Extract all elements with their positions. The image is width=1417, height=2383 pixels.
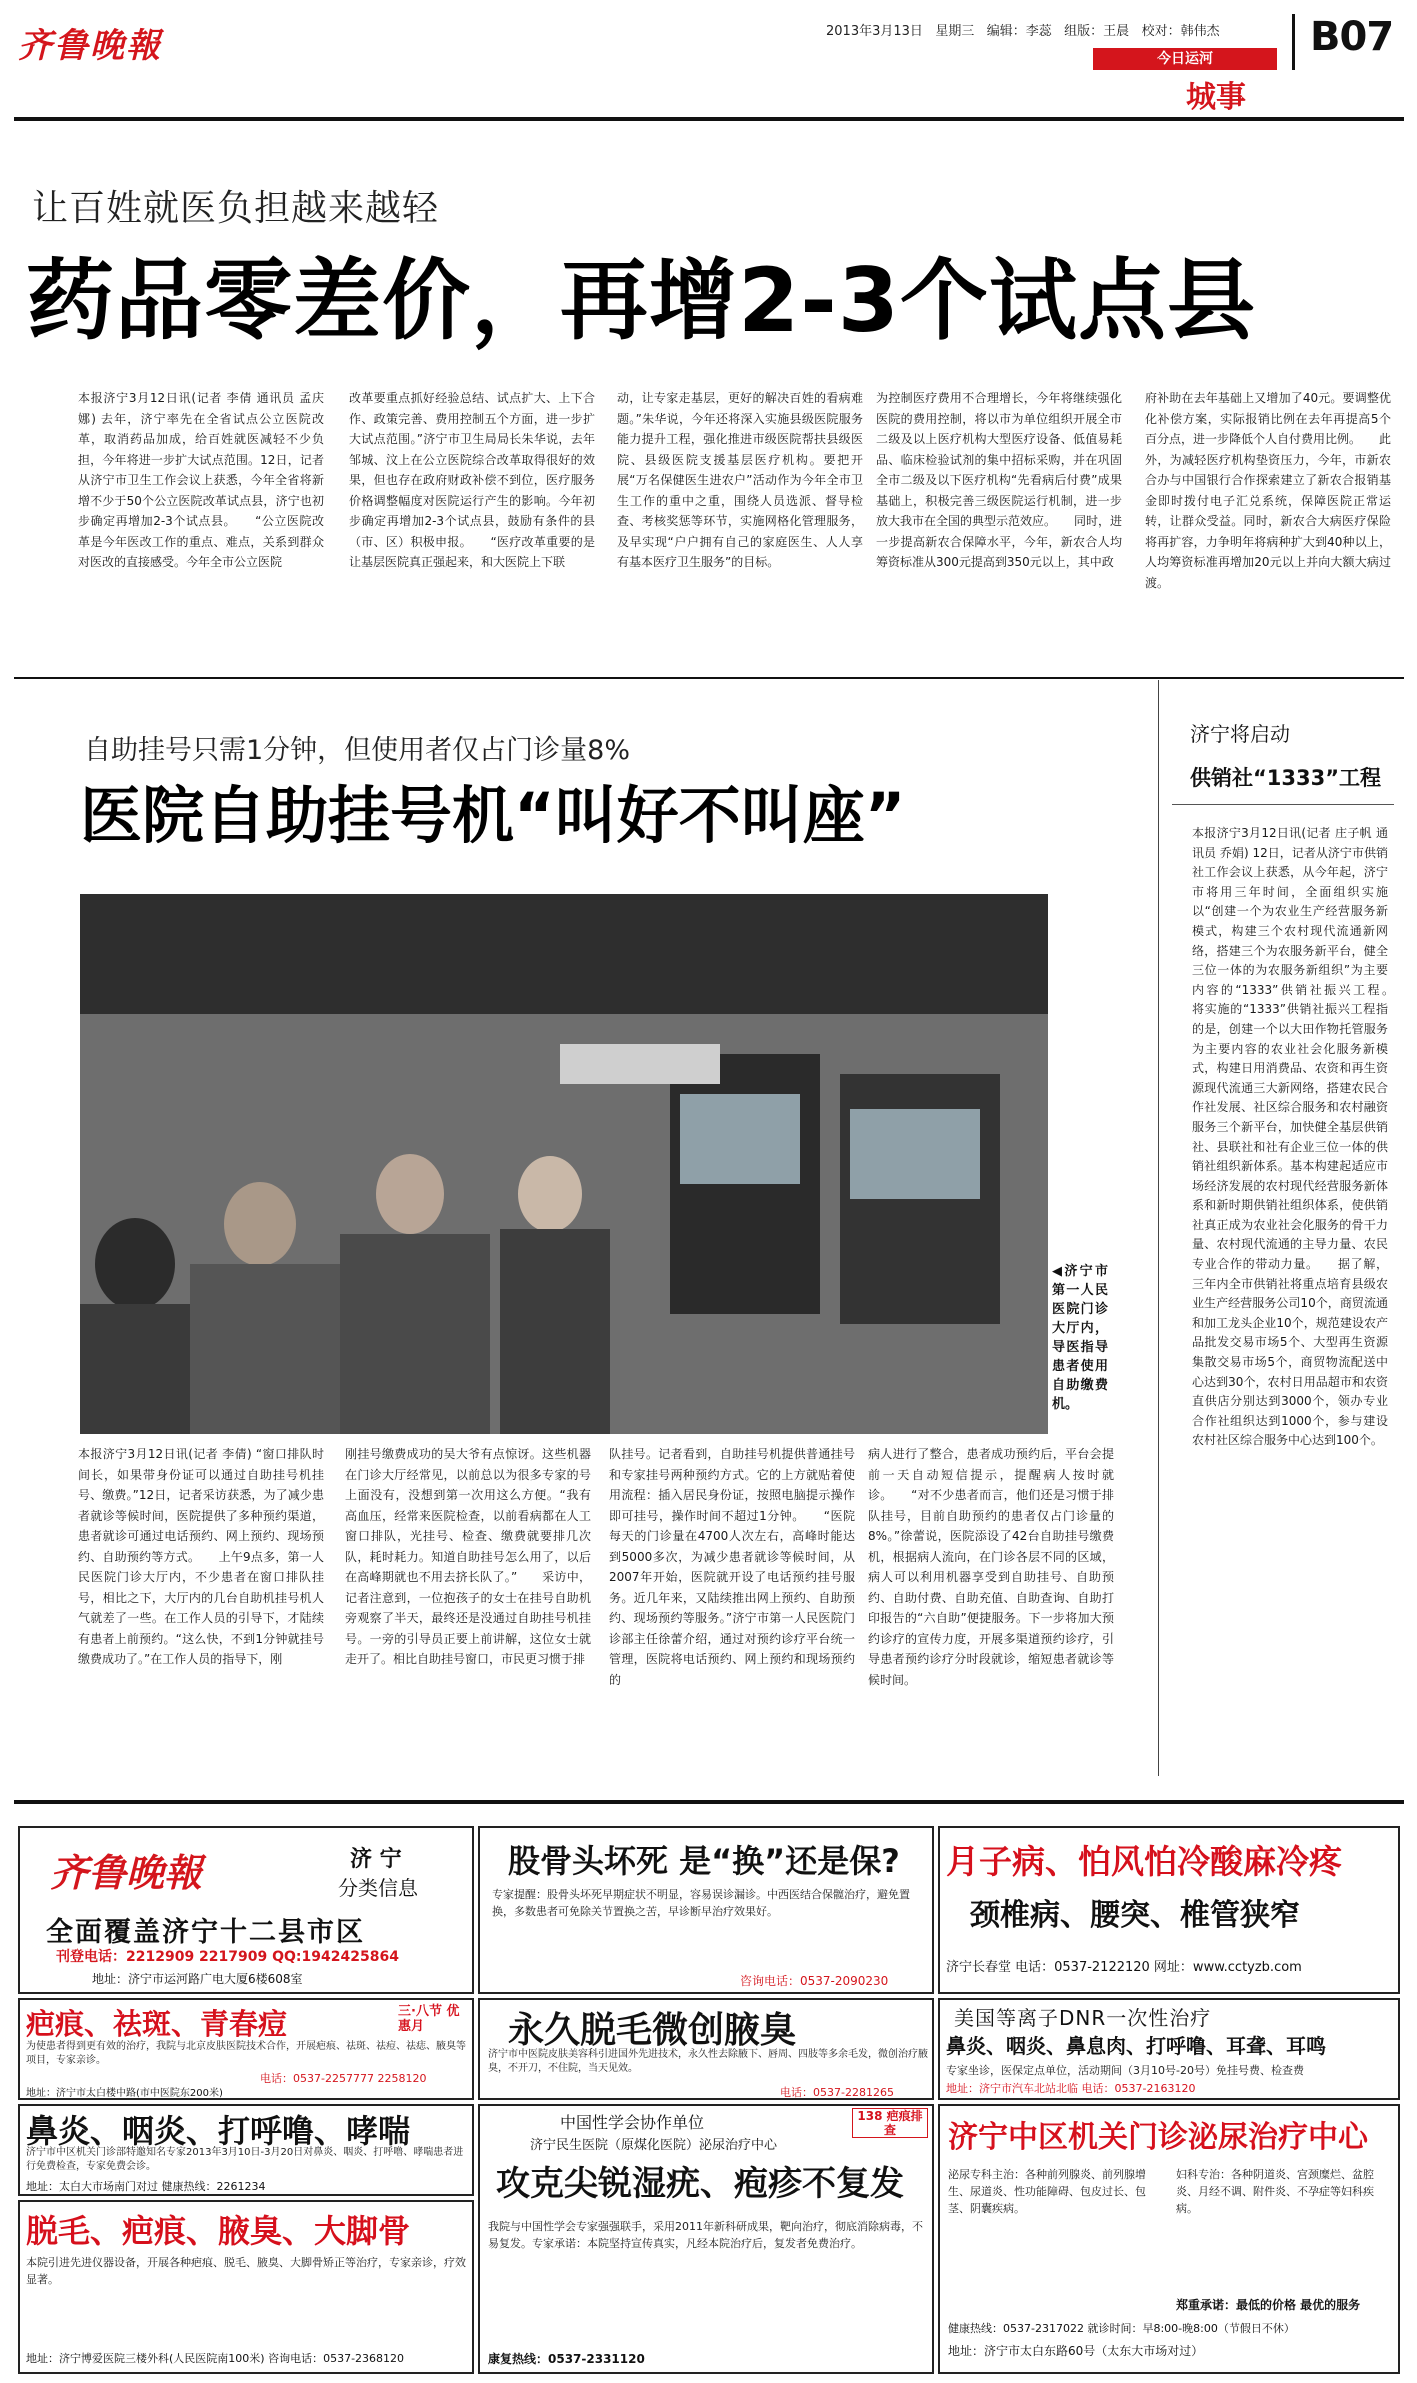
ad-scar-badge: 三·八节 优惠月	[398, 2004, 460, 2034]
ad-wart-title: 攻克尖锐湿疣、疱疹不复发	[496, 2164, 904, 2204]
ad-hair-tel: 电话：0537-2281265	[780, 2086, 894, 2099]
ad-classified-slogan: 全面覆盖济宁十二县市区	[46, 1917, 365, 1948]
page-number: B07	[1310, 14, 1394, 60]
proof-credit: 校对：韩伟杰	[1141, 24, 1220, 39]
section-name: 城事	[1186, 80, 1246, 115]
ad-urology-center[interactable]	[938, 2104, 1400, 2374]
ad-scar-title: 疤痕、祛斑、青春痘	[26, 2007, 288, 2041]
story1-kicker: 让百姓就医负担越来越轻	[32, 188, 440, 229]
ad-postpartum-title: 月子病、怕风怕冷酸麻冷疼	[946, 1842, 1342, 1881]
ads-top-rule	[14, 1800, 1404, 1804]
ad-hair-title: 永久脱毛微创腋臭	[508, 2010, 797, 2051]
sidebar-headline: 供销社“1333”工程	[1190, 766, 1382, 790]
ad-dnr-tel: 地址：济宁市汽车北站北临 电话：0537-2163120	[946, 2082, 1196, 2095]
ad-plasma-dnr[interactable]	[938, 1998, 1400, 2100]
ad-postpartum-tel: 济宁长春堂 电话：0537-2122120 网址：www.cctyzb.com	[946, 1960, 1302, 1975]
ad-dnr-body: 专家坐诊，医保定点单位，活动期间（3月10号-20号）免挂号费、检查费	[946, 2064, 1304, 2077]
ad-classified-tel: 刊登电话：2212909 2217909 QQ:1942425864	[56, 1949, 399, 1965]
issue-info	[826, 20, 1220, 39]
ad-wart-badge: 138 疤痕排查	[852, 2108, 928, 2138]
story2-column-4: 病人进行了整合，患者成功预约后，平台会提前一天自动短信提示，提醒病人按时就诊。 “对不少患者而言，他们还是习惯于排队挂号，目前自助预约的患者仅占门诊量的8%。”徐蕾说，医院添设了42台自助挂号缴费机，根据病人流向，在门诊各层不同的区域，病人可以利用机器享受到自助挂号、自助预约、自助付费、自助充值、自助查询、自助打印报告的“六自助”便捷服务。下一步将加大预约诊疗的宣传力度，开展多渠道预约诊疗，引导患者预约诊疗分时段就诊，缩短患者就诊等候时间。	[868, 1447, 1114, 1687]
issue-weekday: 星期三	[935, 24, 975, 39]
ad-dnr-title1: 美国等离子DNR一次性治疗	[954, 2006, 1212, 2030]
ad-hair-body: 济宁市中医院皮肤美容科引进国外先进技术，永久性去除腋下、唇周、四肢等多余毛发，微创治疗腋臭，不开刀，不住院，当天见效。	[488, 2049, 928, 2074]
ad-wart-body: 我院与中国性学会专家强强联手，采用2011年新科研成果，靶向治疗，彻底消除病毒，不易复发。专家承诺：本院坚持宣传真实，凡经本院治疗后，复发者免费治疗。	[488, 2220, 923, 2250]
story1-bottom-rule	[14, 677, 1404, 679]
newspaper-logo: 齐鲁晚報	[18, 26, 162, 66]
issue-date: 2013年3月13日	[826, 24, 923, 39]
sidebar-header	[1172, 710, 1394, 800]
sidebar-label: 济宁将启动	[1190, 722, 1290, 746]
news-photo	[80, 894, 1048, 1434]
ad-wart-top: 中国性学会协作单位	[560, 2113, 705, 2132]
masthead-rule	[14, 117, 1404, 121]
story1-column-2: 改革要重点抓好经验总结、试点扩大、上下合作、政策完善、费用控制五个方面，进一步扩大试点范围。”济宁市卫生局局长朱华说，去年邹城、汶上在公立医院综合改革取得很好的效果，但也存在政府财政补偿不到位，医疗服务价格调整幅度对医院运行产生的影响。今年初步确定再增加2-3个试点县，鼓励有条件的县（市、区）积极申报。 “医疗改革重要的是让基层医院真正强起来，和大医院上下联	[349, 391, 595, 569]
story1-column-5: 府补助在去年基础上又增加了40元。要调整优化补偿方案，实际报销比例在去年再提高5个百分点，进一步降低个人自付费用比例。 此外，为减轻医疗机构垫资压力，今年，市新农合办与中国银行合作探索建立了新农合报销基金即时拨付电子汇兑系统，保障医院正常运转，让群众受益。同时，新农合大病医疗保险将再扩容，力争明年将病种扩大到40种以上，人均筹资标准再增加20元以上并向大额大病过渡。	[1145, 391, 1392, 590]
ad-femoral-tel: 咨询电话：0537-2090230	[740, 1974, 889, 1988]
ad-femoral-head[interactable]	[478, 1826, 934, 1994]
editor-credit: 编辑：李蕊	[986, 24, 1052, 39]
ad-scar-acne[interactable]	[18, 1998, 474, 2100]
ad-postpartum-sub: 颈椎病、腰突、椎管狭窄	[970, 1898, 1300, 1933]
ad-wart-org: 济宁民生医院（原煤化医院）泌尿治疗中心	[530, 2138, 778, 2153]
ad-bunion-title: 脱毛、疤痕、腋臭、大脚骨	[26, 2212, 411, 2250]
ad-urology-address: 地址：济宁市太白东路60号（太东大市场对过）	[948, 2344, 1204, 2358]
section-divider	[1292, 14, 1295, 70]
story2-column-2: 刚挂号缴费成功的吴大爷有点惊讶。这些机器在门诊大厅经常见，以前总以为很多专家的号上面没有，没想到第一次用这么方便。“我有高血压，经常来医院检查，以前看病都在人工窗口排队，光挂号、检查、缴费就要排几次队，耗时耗力。知道自助挂号怎么用了，以后在高峰期就也不用去挤长队了。” 采访中，记者注意到，一位抱孩子的女士在挂号自助机旁观察了半天，最终还是没通过自助挂号机挂号。一旁的引导员正要上前讲解，这位女士就走开了。相比自助挂号窗口，市民更习惯于排	[345, 1447, 591, 1666]
photo-caption: ◀济宁市第一人民医院门诊大厅内，导医指导患者使用自助缴费机。	[1052, 1264, 1108, 1412]
ad-rhinitis[interactable]	[18, 2104, 474, 2196]
ad-femoral-title: 股骨头坏死 是“换”还是保?	[508, 1842, 900, 1880]
story2-kicker: 自助挂号只需1分钟，但使用者仅占门诊量8%	[84, 735, 631, 766]
ad-rhinitis-title: 鼻炎、咽炎、打呼噜、哮喘	[26, 2112, 411, 2150]
ad-classified-address: 地址：济宁市运河路广电大厦6楼608室	[92, 1972, 303, 1986]
ad-urology-tel: 健康热线：0537-2317022 就诊时间：早8:00-晚8:00（节假日不休）	[948, 2322, 1295, 2335]
ad-scar-body: 为使患者得到更有效的治疗，我院与北京皮肤医院技术合作，开展疤痕、祛斑、祛痘、祛痣、腋臭等项目，专家亲诊。	[26, 2041, 466, 2066]
ad-classified[interactable]	[18, 1826, 474, 1994]
sidebar-body: 本报济宁3月12日讯(记者 庄子帆 通讯员 乔娟) 12日，记者从济宁市供销社工作会议上获悉，从今年起，济宁市将用三年时间，全面组织实施以“创建一个为农业生产经营服务新模式，构建三个农村现代流通新网络，搭建三个为农服务新平台，健全三位一体的为农服务新组织”为主要内容的“1333”供销社振兴工程。 将实施的“1333”供销社振兴工程指的是，创建一个以大田作物托管服务为主要内容的农业社会化服务新模式，构建日用消费品、农资和再生资源现代流通三大新网络，搭建农民合作社发展、社区综合服务和农村融资服务三个新平台，加快健全基层供销社、县联社和社有企业三位一体的供销社组织新体系。基本构建起适应市场经济发展的农村现代经营服务新体系和新时期供销社组织体系，使供销社真正成为农业社会化服务的骨干力量、农村现代流通的主导力量、农民专业合作的带动力量。 据了解，三年内全市供销社将重点培育县级农业生产经营服务公司10个，商贸流通和加工龙头企业10个，规范建设农产品批发交易市场5个、大型再生资源集散交易市场5个，商贸物流配送中心达到30个，农村日用品超市和农资直供店分别达到3000个，领办专业合作社组织达到1000个，参与建设农村社区综合服务中心达到100个。	[1192, 826, 1413, 1448]
section-tag: 今日运河	[1093, 48, 1277, 70]
ad-scar-address: 地址：济宁市太白楼中路(市中医院东200米)	[26, 2088, 223, 2099]
ad-bunion[interactable]	[18, 2200, 474, 2374]
ad-urology-right: 妇科专治：各种阴道炎、宫颈糜烂、盆腔炎、月经不调、附件炎、不孕症等妇科疾病。	[1176, 2168, 1374, 2215]
masthead	[0, 0, 1417, 115]
ad-wart-herpes[interactable]	[478, 2104, 934, 2374]
ad-rhinitis-body: 济宁市中区机关门诊部特邀知名专家2013年3月10日-3月20日对鼻炎、咽炎、打呼噜、哮喘患者进行免费检查，专家免费会诊。	[26, 2147, 464, 2172]
story2-headline: 医院自助挂号机“叫好不叫座”	[80, 779, 906, 852]
photo-scene	[80, 894, 1048, 1434]
ad-dnr-title2: 鼻炎、咽炎、鼻息肉、打呼噜、耳聋、耳鸣	[946, 2034, 1326, 2058]
ad-classified-city: 济 宁	[350, 1847, 402, 1872]
ad-urology-promise: 郑重承诺：最低的价格 最优的服务	[1176, 2298, 1361, 2312]
layout-credit: 组版：王晨	[1064, 24, 1130, 39]
ad-rhinitis-tel: 地址：太白大市场南门对过 健康热线：2261234	[26, 2180, 266, 2193]
story1-column-1: 本报济宁3月12日讯(记者 李倩 通讯员 孟庆娜) 去年，济宁率先在全省试点公立医院改革，取消药品加成，给百姓就医减轻不少负担，今年将进一步扩大试点范围。12日，记者从济宁市卫生工作会议上获悉，今年全省将新增不少于50个公立医院改革试点县，济宁也初步确定再增加2-3个试点县。 “公立医院改革是今年医改工作的重点、难点，关系到群众对医改的直接感受。今年全市公立医院	[78, 391, 324, 569]
ad-scar-tel: 电话：0537-2257777 2258120	[260, 2072, 427, 2085]
ad-classified-logo: 齐鲁晚報	[50, 1850, 203, 1895]
ad-wart-tel: 康复热线：0537-2331120	[488, 2352, 645, 2366]
ad-urology-title: 济宁中区机关门诊泌尿治疗中心	[948, 2120, 1368, 2155]
ad-bunion-tel: 地址：济宁博爱医院三楼外科(人民医院南100米) 咨询电话：0537-2368120	[26, 2352, 405, 2365]
ad-urology-left: 泌尿专科主治：各种前列腺炎、前列腺增生、尿道炎、性功能障碍、包皮过长、包茎、阴囊疾病。	[948, 2168, 1146, 2215]
story1-column-4: 为控制医疗费用不合理增长，今年将继续强化医院的费用控制，将以市为单位组织开展全市二级及以上医疗机构大型医疗设备、低值易耗品、临床检验试剂的集中招标采购，并在巩固全市二级及以下医疗机构“先看病后付费”成果基础上，积极完善三级医院运行机制，进一步放大我市在全国的典型示范效应。 同时，进一步提高新农合保障水平，今年，新农合人均筹资标准从300元提高到350元以上，其中政	[876, 391, 1123, 569]
sidebar-column-rule	[1158, 680, 1159, 1776]
story2-column-3: 队挂号。记者看到，自助挂号机提供普通挂号和专家挂号两种预约方式。它的上方就贴着使用流程：插入居民身份证，按照电脑提示操作即可挂号，操作时间不超过1分钟。 “医院每天的门诊量在4700人次左右，高峰时能达到5000多次，为减少患者就诊等候时间，从2007年开始，医院就开设了电话预约挂号服务。近几年来，又陆续推出网上预约、自助预约、现场预约等服务。”济宁市第一人民医院门诊部主任徐蕾介绍，通过对预约诊疗平台统一管理，医院将电话预约、网上预约和现场预约的	[609, 1447, 855, 1687]
story1-headline: 药品零差价，再增2-3个试点县	[26, 249, 1256, 352]
ad-femoral-body: 专家提醒：股骨头坏死早期症状不明显，容易误诊漏诊。中西医结合保髋治疗，避免置换，多数患者可免除关节置换之苦，早诊断早治疗效果好。	[492, 1888, 910, 1918]
story1-column-3: 动，让专家走基层，更好的解决百姓的看病难题。”朱华说，今年还将深入实施县级医院服务能力提升工程，强化推进市级医院帮扶县级医院、县级医院支援基层医疗机构。要把开展“万名保健医生进农户”活动作为今年全市卫生工作的重中之重，围绕人员选派、督导检查、考核奖惩等环节，实施网格化管理服务，及早实现“户户拥有自己的家庭医生、人人享有基本医疗卫生服务”的目标。	[617, 391, 863, 569]
ad-hair-removal[interactable]	[478, 1998, 934, 2100]
story2-column-1: 本报济宁3月12日讯(记者 李倩) “窗口排队时间长，如果带身份证可以通过自助挂号机挂号、缴费。”12日，记者采访获悉，为了减少患者就诊等候时间，医院提供了多种预约渠道，患者就诊可通过电话预约、网上预约、现场预约、自助预约等方式。 上午9点多，第一人民医院门诊大厅内，不少患者在窗口排队挂号，相比之下，大厅内的几台自助机挂号机人气就差了一些。在工作人员的引导下，才陆续有患者上前预约。“这么快，不到1分钟就挂号缴费成功了。”在工作人员的指导下，刚	[78, 1447, 324, 1666]
ad-postpartum[interactable]	[938, 1826, 1400, 1994]
sidebar-header-rule	[1172, 804, 1394, 805]
ad-classified-type: 分类信息	[338, 1876, 418, 1900]
ad-bunion-body: 本院引进先进仪器设备，开展各种疤痕、脱毛、腋臭、大脚骨矫正等治疗，专家亲诊，疗效显著。	[26, 2256, 466, 2286]
